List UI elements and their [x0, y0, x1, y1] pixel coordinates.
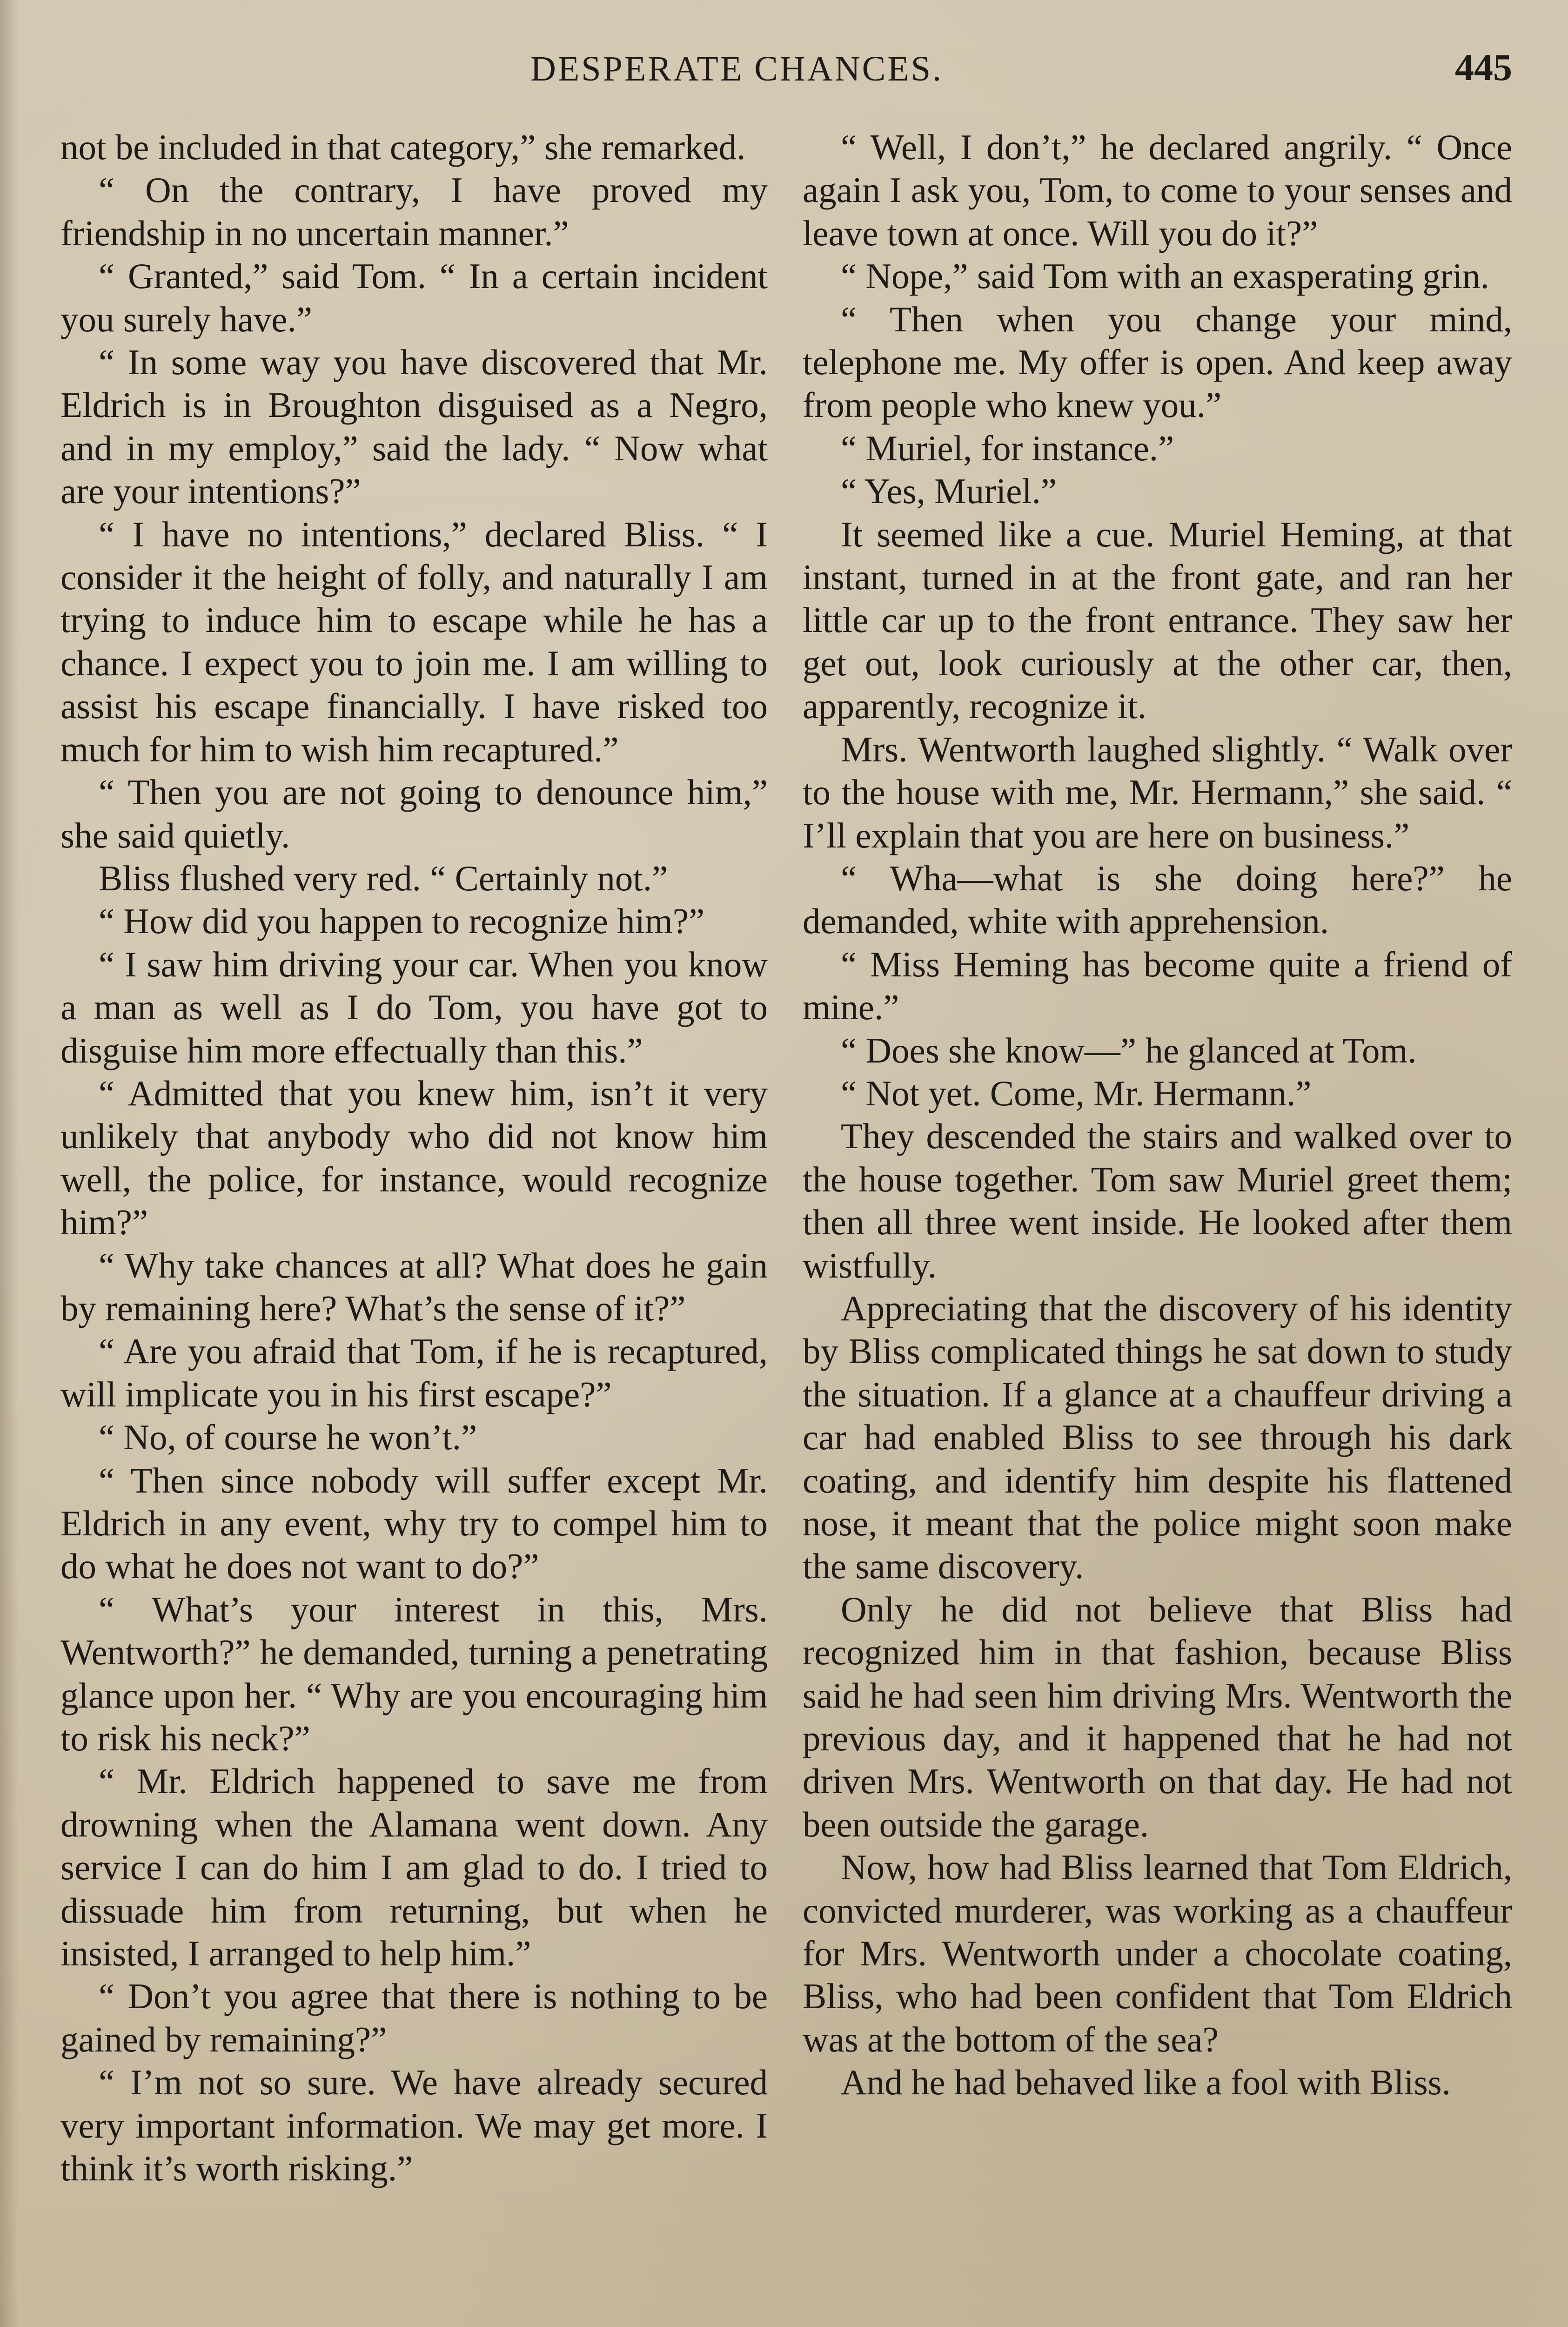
paragraph: Bliss flushed very red. “ Certainly not.”	[99, 858, 668, 898]
paragraph: Mrs. Wentworth laughed slightly. “ Walk over to the house with me, Mr. Hermann,” she said. “ I’ll explain that you are here on business.”	[803, 729, 1512, 855]
paragraph: They descended the stairs and walked over to the house together. Tom saw Muriel greet them; then all three went inside. He looked after them wistfully.	[803, 1116, 1512, 1285]
paragraph: It seemed like a cue. Muriel Heming, at that instant, turned in at the front gate, and ran her little car up to the front entrance. They saw her get out, look curiously at the other car, then, apparently, recognize it.	[803, 514, 1512, 726]
left-column	[60, 126, 768, 2190]
paragraph: And he had behaved like a fool with Bliss.	[841, 2062, 1451, 2103]
paragraph: “ Nope,” said Tom with an exasperating grin.	[841, 256, 1489, 296]
paragraph: “ Are you afraid that Tom, if he is recaptured, will implicate you in his first escape?”	[60, 1331, 768, 1414]
paragraph: “ Don’t you agree that there is nothing to be gained by remaining?”	[60, 1976, 768, 2059]
paragraph: “ I’m not so sure. We have already secured very important information. We may get more. I think it’s worth risking.”	[60, 2062, 768, 2189]
paragraph: Now, how had Bliss learned that Tom Eldrich, convicted murderer, was working as a chauffeur for Mrs. Wentworth under a chocolate coating, Bliss, who had been confident that Tom Eldrich was at the bottom of the sea?	[803, 1847, 1512, 2059]
paragraph: “ Admitted that you knew him, isn’t it very unlikely that anybody who did not know him well, the police, for instance, would recognize him?”	[60, 1073, 768, 1243]
paragraph: “ Does she know—” he glanced at Tom.	[841, 1030, 1417, 1070]
paragraph: “ I saw him driving your car. When you know a man as well as I do Tom, you have got to disguise him more effectually than this.”	[60, 944, 768, 1070]
paragraph: “ No, of course he won’t.”	[99, 1417, 477, 1458]
paragraph: “ Granted,” said Tom. “ In a certain incident you surely have.”	[60, 256, 768, 339]
paragraph: “ Wha—what is she doing here?” he demanded, white with apprehension.	[803, 858, 1512, 942]
paragraph: “ On the contrary, I have proved my friendship in no uncertain manner.”	[60, 170, 768, 253]
paragraph: “ Then you are not going to denounce him,” she said quietly.	[60, 772, 768, 855]
paragraph: “ What’s your interest in this, Mrs. Wentworth?” he demanded, turning a penetrating glance upon her. “ Why are you encouraging him to risk his neck?”	[60, 1589, 768, 1759]
paragraph: “ I have no intentions,” declared Bliss. “ I consider it the height of folly, and naturally I am trying to induce him to escape while he has a chance. I expect you to join me. I am willing to assist his escape financially. I have risked too much for him to wish him recaptured.”	[60, 514, 768, 769]
paragraph: not be included in that category,” she remarked.	[60, 127, 746, 167]
paragraph: Only he did not believe that Bliss had recognized him in that fashion, because Bliss said he had seen him driving Mrs. Wentworth the previous day, and it happened that he had not driven Mrs. Wentworth on that day. He had not been outside the garage.	[803, 1589, 1512, 1844]
paragraph: “ Not yet. Come, Mr. Hermann.”	[841, 1073, 1312, 1113]
paragraph: “ Why take chances at all? What does he gain by remaining here? What’s the sense of it?”	[60, 1245, 768, 1328]
paragraph: “ Muriel, for instance.”	[841, 428, 1174, 468]
right-column	[803, 126, 1512, 2104]
page-number: 445	[1455, 46, 1512, 88]
paragraph: “ In some way you have discovered that Mr. Eldrich is in Broughton disguised as a Negro, and in my employ,” said the lady. “ Now what are your intentions?”	[60, 342, 768, 511]
paragraph: “ How did you happen to recognize him?”	[99, 901, 705, 942]
gutter-shadow	[0, 0, 19, 2327]
paragraph: “ Yes, Muriel.”	[841, 471, 1057, 511]
running-head: DESPERATE CHANCES.	[530, 49, 943, 88]
paragraph: “ Well, I don’t,” he declared angrily. “ Once again I ask you, Tom, to come to your senses and leave town at once. Will you do it?”	[803, 127, 1512, 253]
paragraph: “ Then since nobody will suffer except Mr. Eldrich in any event, why try to compel him to do what he does not want to do?”	[60, 1460, 768, 1587]
paragraph: Appreciating that the discovery of his identity by Bliss complicated things he sat down to study the situation. If a glance at a chauffeur driving a car had enabled Bliss to see through his dark coating, and identify him despite his flattened nose, it meant that the police might soon make the same discovery.	[803, 1288, 1512, 1587]
paragraph: “ Mr. Eldrich happened to save me from drowning when the Alamana went down. Any service I can do him I am glad to do. I tried to dissuade him from returning, but when he insisted, I arranged to help him.”	[60, 1761, 768, 1974]
paragraph: “ Miss Heming has become quite a friend of mine.”	[803, 944, 1512, 1028]
paragraph: “ Then when you change your mind, telephone me. My offer is open. And keep away from people who knew you.”	[803, 299, 1512, 425]
